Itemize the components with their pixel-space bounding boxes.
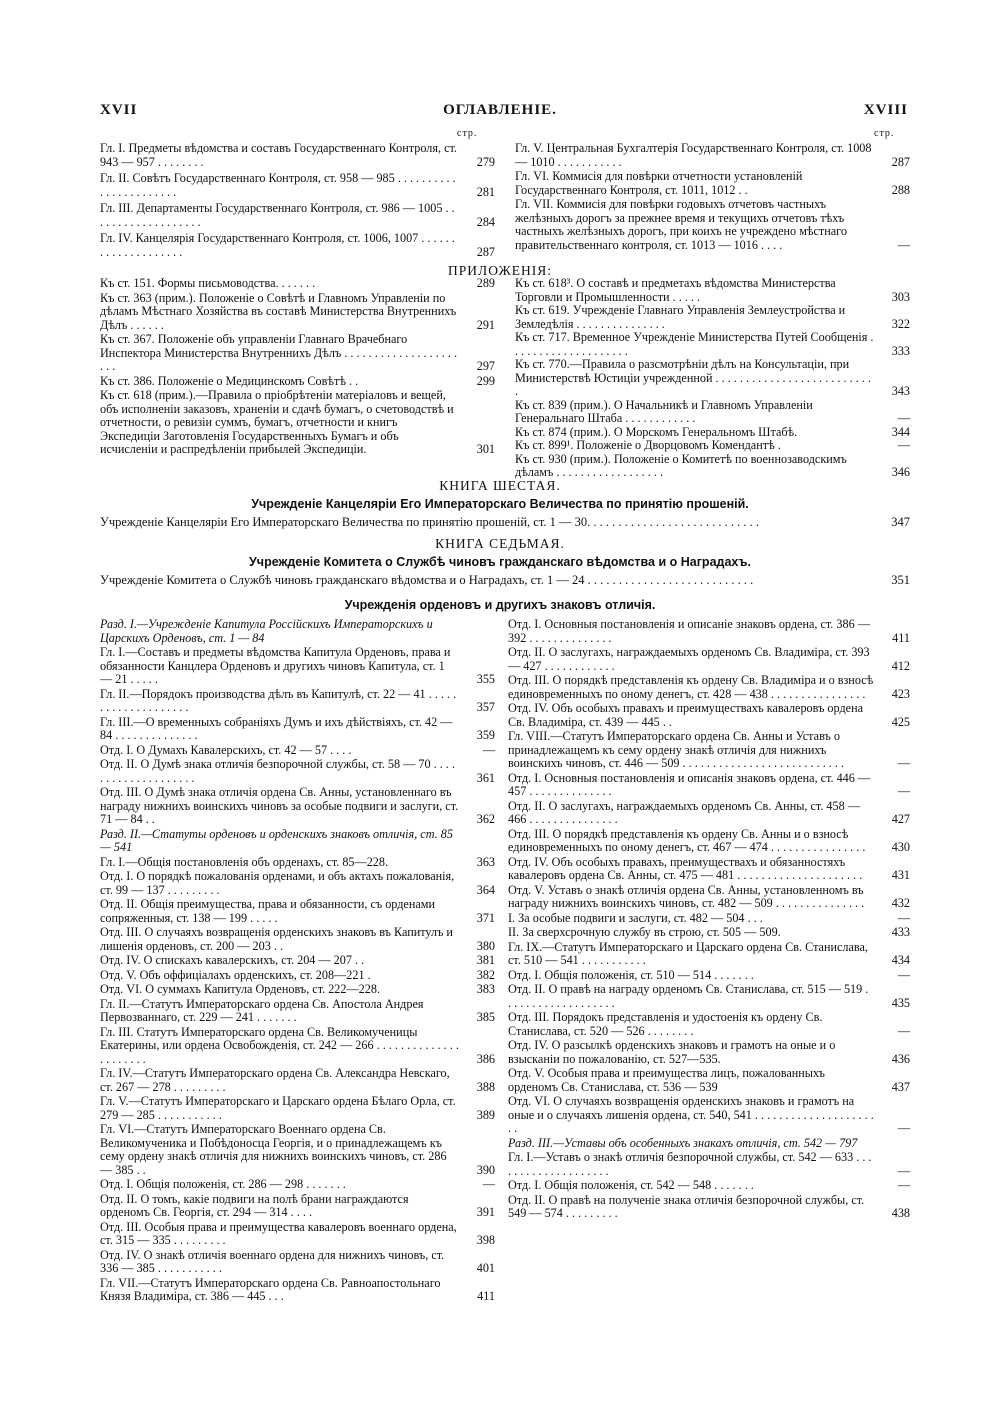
book6-entry: [100, 515, 910, 530]
toc-entry-page: 289: [476, 276, 495, 290]
toc-entry-page: 359: [476, 728, 495, 742]
toc-entry-text: Гл. V. Центральная Бухгалтерія Государственнаго Контроля, ст. 1008 — 1010 . . . . . . . . . . .: [515, 141, 872, 169]
toc-entry-text: Отд. IV. Объ особыхъ правахъ, преимуществахъ и обязанностяхъ кавалеровъ ордена Св. Анны, ст. 475 — 481 . . . . . . . . . . . . . . . . . . . . .: [508, 854, 863, 882]
toc-entry: [515, 304, 910, 331]
toc-entry-text: Къ ст. 619. Учрежденіе Главнаго Управленія Землеустройства и Земледѣлія . . . . . . . . . . . . . . .: [515, 303, 846, 331]
toc-entry-page: —: [897, 967, 910, 982]
toc-top-left-column: [100, 142, 495, 262]
toc-entry-page: 299: [476, 373, 495, 388]
toc-entry-page: 401: [476, 1261, 495, 1275]
toc-entry-text: Гл. II.—Статутъ Императорскаго ордена Св. Апостола Андрея Первозваннаго, ст. 229 — 241 . . . . . . .: [100, 996, 424, 1024]
toc-entry: [508, 941, 910, 968]
toc-entry-text: Къ ст. 874 (прим.). О Морскомъ Генеральномъ Штабѣ.: [515, 424, 798, 439]
toc-entry: [100, 172, 495, 199]
toc-entry: [508, 702, 910, 729]
toc-entry-text: Отд. IV. О спискахъ кавалерскихъ, ст. 204 — 207 . .: [100, 953, 365, 967]
toc-entry-text: Гл. I.—Составъ и предметы вѣдомства Капитула Орденовъ, права и обязанности Канцлера Орденовъ и другихъ чиновъ Капитула, ст. 1 — 21 . . . . .: [100, 645, 451, 686]
book7-entry-text: Учрежденіе Комитета о Службѣ чиновъ гражданскаго вѣдомства и о Наградахъ, ст. 1 — 24 . . . . . . . . . . . . . . . . . . . . . . . . . . .: [100, 573, 754, 587]
toc-entry: [100, 926, 495, 953]
toc-entry: [100, 1067, 495, 1094]
toc-entry-page: 333: [891, 343, 910, 358]
toc-entry-page: 437: [891, 1079, 910, 1094]
toc-entry: [508, 969, 910, 983]
toc-entry-text: Гл. III.—О временныхъ собраніяхъ Думъ и ихъ дѣйствіяхъ, ст. 42 — 84 . . . . . . . . . . . . . .: [100, 714, 453, 742]
toc-entry-text: Отд. I. Основныя постановленія и описаніе знаковъ ордена, ст. 386 — 392 . . . . . . . . . . . . . .: [508, 617, 870, 645]
toc-entry-page: 357: [476, 700, 495, 714]
toc-entry-page: 411: [477, 1289, 495, 1303]
toc-entry-page: 363: [476, 854, 495, 869]
toc-entry: [508, 772, 910, 799]
toc-entry: [515, 170, 910, 197]
toc-entry-text: Отд. VI. О суммахъ Капитула Орденовъ, ст. 222—228.: [100, 982, 381, 996]
toc-entry-page: 430: [891, 840, 910, 854]
page-number-left: XVII: [100, 102, 138, 118]
toc-top-right-column: [515, 142, 910, 253]
toc-entry: [515, 399, 910, 426]
toc-entry-page: —: [897, 756, 910, 770]
toc-entry-page: —: [897, 784, 910, 798]
toc-entry-text: Гл. IX.—Статутъ Императорскаго и Царскаго ордена Св. Станислава, ст. 510 — 541 . . . . . . . . . . .: [508, 939, 868, 967]
toc-entry-page: 355: [476, 672, 495, 686]
toc-entry-text: Отд. III. О Думѣ знака отличія ордена Св. Анны, установленнаго въ награду нижнихъ воинскихъ чиновъ за особые подвиги и заслуги, ст. 71 — 84 . .: [100, 785, 459, 826]
toc-entry-page: 438: [891, 1206, 910, 1220]
toc-entry-page: 343: [891, 384, 910, 398]
toc-entry-text: Отд. VI. О случаяхъ возвращенія орденскихъ знаковъ и грамотъ на оные и о случаяхъ лишенія ордена, ст. 540, 541 . . . . . . . . . . . . . . . . . . . . . .: [508, 1094, 874, 1135]
page-title: ОГЛАВЛЕНІЕ.: [443, 102, 557, 118]
toc-entry: [100, 292, 495, 333]
toc-entry-text: Къ ст. 618³. О составѣ и предметахъ вѣдомства Министерства Торговли и Промышленности . . . . .: [515, 276, 836, 304]
book7-entry: [100, 573, 910, 588]
toc-entry-text: Гл. V.—Статутъ Императорскаго и Царскаго ордена Бѣлаго Орла, ст. 279 — 285 . . . . . . . . . . .: [100, 1094, 456, 1122]
toc-entry: [515, 453, 910, 480]
toc-entry-page: —: [897, 1121, 910, 1135]
toc-entry-text: Отд. I. О Думахъ Кавалерскихъ, ст. 42 — 57 . . . .: [100, 742, 352, 757]
toc-entry-page: —: [897, 910, 910, 925]
toc-entry-text: Къ ст. 770.—Правила о разсмотрѣніи дѣлъ на Консультаціи, при Министерствѣ Юстиціи учрежденной . . . . . . . . . . . . . . . . . . . . . . . . . . .: [515, 357, 871, 398]
str-label-right: стр.: [874, 128, 895, 139]
toc-entry: [100, 786, 495, 827]
toc-entry-text: Гл. II. Совѣтъ Государственнаго Контроля, ст. 958 — 985 . . . . . . . . . . . . . . . . . . . . . . .: [100, 171, 456, 199]
toc-entry: [100, 1249, 495, 1276]
toc-entry-text: Къ ст. 618 (прим.).—Правила о пріобрѣтеніи матеріаловъ и вещей, объ исполненіи заказовъ, храненіи и сдачѣ бумагъ, о счетоводствѣ и отчетности, о ревизіи суммъ, бумагъ, отчетности и книгъ Экспедиціи Заготовленія Государственныхъ Бумагъ и объ исчисленіи и распредѣленіи прибылей Экспедиціи.: [100, 388, 454, 456]
toc-entry-text: Гл. IV. Канцелярія Государственнаго Контроля, ст. 1006, 1007 . . . . . . . . . . . . . . . . . . . .: [100, 231, 455, 259]
toc-entry-page: 297: [476, 359, 495, 373]
toc-entry-text: Отд. V. Особыя права и преимущества лицъ, пожалованныхъ орденомъ Св. Станислава, ст. 536 — 539: [508, 1066, 825, 1094]
toc-entry-text: Къ ст. 367. Положеніе объ управленіи Главнаго Врачебнаго Инспектора Министерства Внутреннихъ Дѣлъ . . . . . . . . . . . . . . . . . . . . . .: [100, 332, 458, 373]
toc-entry-page: 322: [891, 316, 910, 331]
toc-entry-page: 386: [476, 1051, 495, 1066]
toc-entry-text: Къ ст. 899¹. Положеніе о Дворцовомъ Комендантѣ .: [515, 438, 781, 452]
toc-entry: [100, 898, 495, 925]
toc-entry-text: Разд. II.—Статуты орденовъ и орденскихъ знаковъ отличія, ст. 85 — 541: [100, 826, 453, 854]
toc-entry-page: —: [482, 1177, 495, 1191]
toc-entry: [100, 232, 495, 259]
toc-entry: [100, 375, 495, 389]
toc-entry-page: 281: [476, 184, 495, 199]
toc-entry-page: 398: [476, 1233, 495, 1247]
toc-entry-text: Гл. I. Предметы вѣдомства и составъ Государственнаго Контроля, ст. 943 — 957 . . . . . . . .: [100, 141, 457, 169]
toc-entry-text: Отд. I. Общія положенія, ст. 286 — 298 . . . . . . .: [100, 1177, 346, 1191]
toc-entry-text: Отд. III. О порядкѣ представленія къ ордену Св. Анны и о взносѣ единовременныхъ по оному денегъ, ст. 467 — 474 . . . . . . . . . . . . . . . .: [508, 826, 866, 854]
toc-entry: [515, 439, 910, 453]
toc-entry: [100, 389, 495, 457]
toc-entry: [100, 142, 495, 169]
book7-entry-page: 351: [891, 573, 910, 587]
toc-entry: [100, 870, 495, 897]
toc-entry-page: —: [897, 1178, 910, 1192]
toc-entry-page: 432: [891, 896, 910, 910]
toc-entry: [515, 142, 910, 169]
toc-entry-page: 423: [891, 686, 910, 701]
toc-entry-page: —: [897, 438, 910, 452]
toc-entry-page: 362: [476, 812, 495, 826]
toc-entry-text: Отд. V. Объ оффиціалахъ орденскихъ, ст. 208—221 .: [100, 967, 371, 982]
toc-entry: [508, 730, 910, 771]
toc-entry: [508, 1095, 910, 1136]
toc-entry-page: 287: [891, 154, 910, 169]
toc-entry: [100, 716, 495, 743]
toc-entry: [515, 426, 910, 440]
orders-heading: Учрежденія орденовъ и другихъ знаковъ отличія.: [344, 598, 656, 612]
appendices-heading: ПРИЛОЖЕНІЯ:: [448, 263, 552, 278]
toc-entry: [100, 1178, 495, 1192]
toc-entry: [100, 758, 495, 785]
toc-entry-page: 411: [892, 630, 910, 645]
toc-entry: [508, 1194, 910, 1221]
book6-title: КНИГА ШЕСТАЯ.: [439, 478, 561, 493]
toc-entry: [100, 983, 495, 997]
toc-entry: [100, 277, 495, 291]
toc-entry-page: —: [897, 411, 910, 425]
toc-entry-page: 361: [476, 770, 495, 785]
toc-entry: [508, 926, 910, 940]
toc-entry-text: Къ ст. 386. Положеніе о Медицинскомъ Совѣтѣ . .: [100, 373, 359, 388]
toc-entry-page: 435: [891, 995, 910, 1010]
toc-entry-page: —: [897, 1023, 910, 1038]
toc-entry: [508, 1137, 910, 1151]
toc-entry-page: 288: [891, 182, 910, 197]
toc-entry-page: 389: [476, 1107, 495, 1122]
toc-entry: [508, 646, 910, 673]
toc-entry: [100, 828, 495, 855]
toc-entry-text: Отд. I. Общія положенія, ст. 542 — 548 . . . . . . .: [508, 1178, 754, 1192]
orders-left-column: [100, 618, 495, 1305]
toc-entry-page: 346: [891, 465, 910, 479]
toc-entry: [508, 800, 910, 827]
toc-entry: [100, 1193, 495, 1220]
toc-entry: [100, 333, 495, 374]
toc-entry: [100, 1123, 495, 1177]
toc-entry: [100, 998, 495, 1025]
toc-entry-text: Гл. VI. Коммисія для повѣрки отчетности установленій Государственнаго Контроля, ст. 1011, 1012 . .: [515, 169, 803, 197]
appendices-left-column: [100, 277, 495, 458]
toc-entry-page: 391: [476, 1205, 495, 1219]
toc-entry-page: 279: [476, 154, 495, 169]
toc-entry-text: Гл. VII. Коммисія для повѣрки годовыхъ отчетовъ частныхъ желѣзныхъ дорогъ за прежнее время и текущихъ отчетовъ тѣхъ частныхъ желѣзныхъ дорогъ, при коихъ не учреждено мѣстнаго правительственнаго контроля, ст. 1013 — 1016 . . . .: [515, 197, 847, 252]
toc-entry-page: —: [897, 237, 910, 252]
toc-entry-text: Отд. III. О порядкѣ представленія къ ордену Св. Владиміра и о взносѣ единовременныхъ по оному денегъ, ст. 428 — 438 . . . . . . . . . . . . . . . .: [508, 673, 874, 701]
toc-entry-page: 431: [891, 868, 910, 882]
toc-entry-text: Гл. III. Департаменты Государственнаго Контроля, ст. 986 — 1005 . . . . . . . . . . . . . . . . . . .: [100, 201, 455, 229]
toc-entry: [100, 969, 495, 983]
toc-entry: [508, 674, 910, 701]
toc-entry-page: 390: [476, 1162, 495, 1177]
toc-entry: [100, 618, 495, 645]
toc-entry-text: Къ ст. 363 (прим.). Положеніе о Совѣтѣ и Главномъ Управленіи по дѣламъ Мѣстнаго Хозяйства въ составѣ Министерства Внутреннихъ Дѣлъ . . . . . .: [100, 290, 457, 332]
toc-entry: [508, 912, 910, 926]
toc-entry: [508, 1179, 910, 1193]
toc-entry-text: Гл. VIII.—Статутъ Императорскаго ордена Св. Анны и Уставъ о принадлежащемъ къ сему ордену знакѣ отличія для нижнихъ воинскихъ чиновъ, ст. 446 — 509 . . . . . . . . . . . . . . . . . . . . . . . . . . .: [508, 729, 845, 770]
toc-entry-page: 436: [891, 1051, 910, 1066]
orders-right-column: [508, 618, 910, 1222]
toc-entry: [100, 202, 495, 229]
toc-entry-page: 291: [476, 317, 495, 332]
toc-entry-page: 371: [476, 910, 495, 925]
toc-entry-text: Отд. III. О случаяхъ возвращенія орденскихъ знаковъ въ Капитулъ и лишенія орденовъ, ст. 200 — 203 . .: [100, 925, 453, 953]
toc-entry-page: —: [897, 1163, 910, 1178]
toc-entry-text: Гл. IV.—Статутъ Императорскаго ордена Св. Александра Невскаго, ст. 267 — 278 . . . . . . . . .: [100, 1066, 450, 1094]
toc-entry-text: Отд. II. О Думѣ знака отличія безпорочной службы, ст. 58 — 70 . . . . . . . . . . . . . . . . . . . .: [100, 757, 455, 785]
toc-entry-text: I. За особые подвиги и заслуги, ст. 482 — 504 . . .: [508, 910, 763, 925]
toc-entry: [508, 828, 910, 855]
toc-entry: [100, 954, 495, 968]
toc-entry-page: 427: [891, 812, 910, 826]
toc-entry-text: Гл. II.—Порядокъ производства дѣлъ въ Капитулѣ, ст. 22 — 41 . . . . . . . . . . . . . . . . . . . .: [100, 686, 457, 714]
book7-subtitle: Учрежденіе Комитета о Службѣ чиновъ гражданскаго вѣдомства и о Наградахъ.: [249, 555, 751, 569]
toc-entry: [100, 744, 495, 758]
toc-entry-text: Отд. II. О заслугахъ, награждаемыхъ орденомъ Св. Владиміра, ст. 393 — 427 . . . . . . . . . . . .: [508, 645, 870, 673]
toc-entry-page: 382: [476, 967, 495, 982]
toc-entry-page: 412: [891, 658, 910, 673]
toc-entry: [515, 358, 910, 399]
toc-entry-page: 381: [476, 953, 495, 967]
toc-entry: [515, 331, 910, 358]
toc-entry: [508, 1011, 910, 1038]
toc-entry-text: Отд. V. Уставъ о знакѣ отличія ордена Св. Анны, установленномъ въ награду нижнихъ воинскихъ чиновъ, ст. 482 — 509 . . . . . . . . . . . . . . .: [508, 882, 865, 910]
toc-entry: [508, 1151, 910, 1178]
toc-entry-text: Къ ст. 151. Формы письмоводства. . . . . . .: [100, 276, 316, 290]
toc-entry-page: 287: [476, 244, 495, 259]
toc-entry-text: Отд. II. О томъ, какіе подвиги на полѣ брани награждаются орденомъ Св. Георгія, ст. 294 — 314 . . . .: [100, 1191, 409, 1219]
toc-entry: [100, 1221, 495, 1248]
toc-entry-page: 380: [476, 938, 495, 953]
toc-entry-page: 434: [891, 953, 910, 967]
toc-entry-page: 364: [476, 882, 495, 897]
toc-entry-page: 303: [891, 289, 910, 304]
toc-entry: [508, 618, 910, 645]
toc-entry: [515, 198, 910, 252]
toc-entry-page: 284: [476, 214, 495, 229]
str-label-left: стр.: [457, 128, 478, 139]
toc-entry: [508, 1067, 910, 1094]
toc-entry-text: Гл. VI.—Статутъ Императорскаго Военнаго ордена Св. Великомученика и Побѣдоносца Георгія, и о принадлежащемъ къ сему ордену знакѣ отличія для нижнихъ воинскихъ чиновъ, ст. 286 — 385 . .: [100, 1122, 447, 1177]
toc-entry-text: Отд. III. Порядокъ представленія и удостоенія къ ордену Св. Станислава, ст. 520 — 526 . . . . . . . .: [508, 1010, 823, 1038]
toc-entry-text: Отд. III. Особыя права и преимущества кавалеровъ военнаго ордена, ст. 315 — 335 . . . . . . . . .: [100, 1219, 457, 1247]
toc-entry: [100, 1095, 495, 1122]
book6-subtitle: Учрежденіе Канцеляріи Его Императорскаго Величества по принятію прошеній.: [251, 497, 749, 511]
toc-entry: [508, 856, 910, 883]
toc-entry: [100, 1026, 495, 1067]
book6-entry-text: Учрежденіе Канцеляріи Его Императорскаго Величества по принятію прошеній, ст. 1 — 30. . . . . . . . . . . . . . . . . . . . . . . . . . . .: [100, 515, 760, 529]
toc-entry-page: 425: [891, 714, 910, 729]
toc-entry-page: 344: [891, 424, 910, 439]
toc-entry-text: Гл. III. Статутъ Императорскаго ордена Св. Великомученицы Екатерины, или ордена Освобожденія, ст. 242 — 266 . . . . . . . . . . . . . . . . . . . . . .: [100, 1024, 459, 1066]
toc-entry-text: Отд. I. О порядкѣ пожалованія орденами, и объ актахъ пожалованія, ст. 99 — 137 . . . . . . . . .: [100, 869, 455, 897]
toc-entry-text: Отд. I. Основныя постановленія и описанія знаковъ ордена, ст. 446 — 457 . . . . . . . . . . . . . .: [508, 770, 871, 798]
toc-entry-text: Къ ст. 717. Временное Учрежденіе Министерства Путей Сообщенія . . . . . . . . . . . . . . . . . . . .: [515, 330, 874, 358]
appendices-right-column: [515, 277, 910, 480]
toc-entry-text: Къ ст. 839 (прим.). О Начальникѣ и Главномъ Управленіи Генеральнаго Штаба . . . . . . . . . . . .: [515, 397, 813, 425]
toc-entry-text: Разд. I.—Учрежденіе Капитула Россійскихъ Императорскихъ и Царскихъ Орденовъ, ст. 1 — 84: [100, 617, 433, 645]
book6-entry-page: 347: [891, 515, 910, 529]
page-number-right: XVIII: [863, 102, 908, 118]
toc-entry: [100, 856, 495, 870]
toc-entry-page: 383: [476, 982, 495, 996]
toc-entry-text: Разд. III.—Уставы объ особенныхъ знакахъ отличія, ст. 542 — 797: [508, 1135, 858, 1150]
toc-entry-page: 301: [476, 442, 495, 456]
toc-entry-text: Гл. I.—Уставъ о знакѣ отличія безпорочной службы, ст. 542 — 633 . . . . . . . . . . . . . . . . . . . .: [508, 1150, 872, 1178]
book7-title: КНИГА СЕДЬМАЯ.: [435, 536, 565, 551]
toc-entry: [508, 884, 910, 911]
toc-entry-text: Къ ст. 930 (прим.). Положеніе о Комитетѣ по военнозаводскимъ дѣламъ . . . . . . . . . . . . . . . . . .: [515, 451, 847, 479]
toc-entry-page: 433: [891, 925, 910, 939]
toc-entry: [508, 983, 910, 1010]
toc-entry: [100, 688, 495, 715]
toc-entry-page: —: [482, 742, 495, 757]
toc-entry-text: Отд. II. О правѣ на полученіе знака отличія безпорочной службы, ст. 549 — 574 . . . . . . . . .: [508, 1192, 865, 1220]
toc-entry-page: 385: [476, 1010, 495, 1024]
toc-entry-text: Гл. I.—Общія постановленія объ орденахъ, ст. 85—228.: [100, 854, 389, 869]
toc-entry-text: Отд. II. Общія преимущества, права и обязанности, съ орденами сопряженныя, ст. 138 — 199 . . . . .: [100, 897, 436, 925]
toc-entry-page: 388: [476, 1079, 495, 1094]
toc-entry-text: Отд. IV. О знакѣ отличія военнаго ордена для нижнихъ чиновъ, ст. 336 — 385 . . . . . . . . . . .: [100, 1247, 445, 1275]
toc-entry: [100, 646, 495, 687]
toc-entry-text: Отд. II. О заслугахъ, награждаемыхъ орденомъ Св. Анны, ст. 458 — 466 . . . . . . . . . . . . . . .: [508, 798, 860, 826]
toc-entry-text: Отд. IV. О разсылкѣ орденскихъ знаковъ и грамотъ на оные и о взысканіи по пожалованію, ст. 527—535.: [508, 1038, 836, 1066]
toc-entry-text: II. За сверхсрочную службу въ строю, ст. 505 — 509.: [508, 925, 781, 939]
toc-entry: [508, 1039, 910, 1066]
toc-entry: [515, 277, 910, 304]
toc-entry: [100, 1277, 495, 1304]
toc-entry-text: Отд. II. О правѣ на награду орденомъ Св. Станислава, ст. 515 — 519 . . . . . . . . . . . . . . . . . . .: [508, 982, 869, 1010]
toc-entry-text: Отд. I. Общія положенія, ст. 510 — 514 . . . . . . .: [508, 967, 754, 982]
toc-entry-text: Отд. IV. Объ особыхъ правахъ и преимуществахъ кавалеровъ ордена Св. Владиміра, ст. 439 — 445 . .: [508, 701, 864, 729]
toc-entry-text: Гл. VII.—Статутъ Императорскаго ордена Св. Равноапостольнаго Князя Владиміра, ст. 386 — 445 . . .: [100, 1275, 441, 1303]
